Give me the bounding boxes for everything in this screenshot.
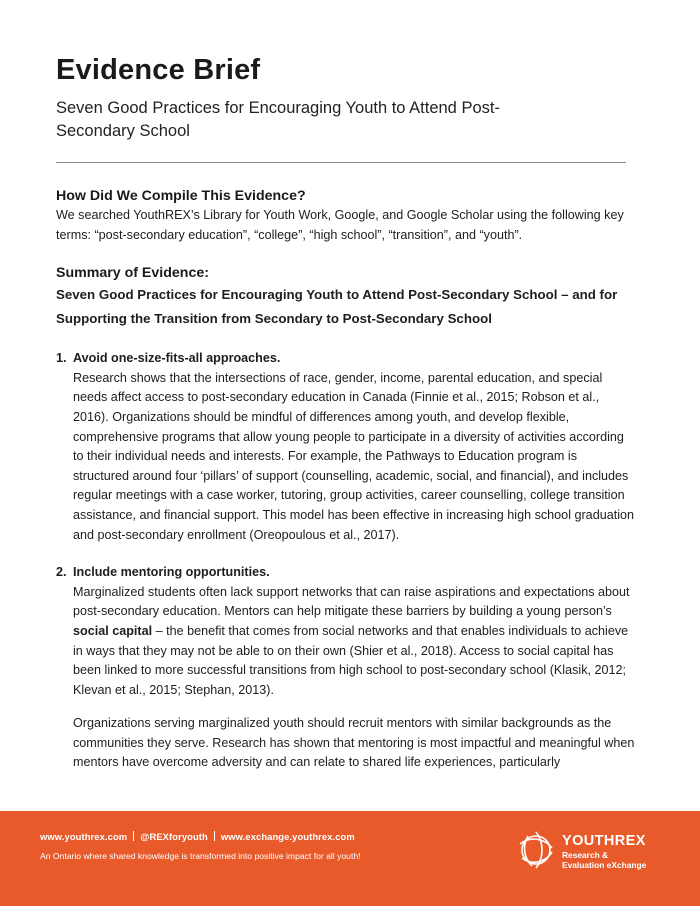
- brand-subtitle: [562, 850, 646, 870]
- item-number: 1.: [56, 351, 67, 366]
- youthrex-logo-icon: [514, 828, 558, 872]
- exchange-link[interactable]: www.exchange.youthrex.com: [220, 831, 355, 842]
- youthrex-logo: [514, 828, 674, 878]
- practices-list: [56, 349, 636, 773]
- compile-heading: How Did We Compile This Evidence?: [56, 188, 306, 204]
- brand-subtitle-line: Evaluation eXchange: [562, 860, 647, 870]
- header-divider: [56, 162, 626, 163]
- item-heading: Avoid one-size-fits-all approaches.: [73, 351, 281, 366]
- summary-section: [56, 263, 636, 331]
- link-separator: [133, 831, 134, 841]
- brand-subtitle-line: Research &: [562, 850, 609, 860]
- spacer: [56, 545, 636, 563]
- summary-subheading: Seven Good Practices for Encouraging Youth to Attend Post-Secondary School – and for Supporting the Transition from Secondary to Post-Secondary School: [56, 287, 618, 327]
- item-body-continued: Organizations serving marginalized youth should recruit mentors with similar backgrounds as the communities they serve. Research has shown that mentoring is most impactful and meaningful when mentors have overcome adversity and can relate to shared life experiences, particularly: [73, 716, 635, 770]
- footer-tagline: An Ontario where shared knowledge is transformed into positive impact for all youth!: [40, 851, 361, 861]
- spacer: [56, 331, 636, 349]
- brief-content: [56, 186, 636, 773]
- item-body: [73, 583, 636, 701]
- page-title: Evidence Brief: [56, 54, 261, 86]
- item-heading: Include mentoring opportunities.: [73, 565, 270, 580]
- page-subtitle: Seven Good Practices for Encouraging Youth to Attend Post-Secondary School: [56, 99, 500, 140]
- link-separator: [214, 831, 215, 841]
- item-body-text: Marginalized students often lack support networks that can raise aspirations and expectations about post-secondary education. Mentors can help mitigate these barriers by building a young person’s: [73, 584, 630, 619]
- item-body-text: – the benefit that comes from social networks and that enables individuals to achieve in ways that they may not be able to on their own (Shier et al., 2018). Access to social capital has been linked to more successful transitions from high school to post-secondary school (Klasik, 2012; Klevan et al., 2015; Stephan, 2013).: [73, 623, 629, 697]
- spacer: [73, 700, 636, 714]
- social-capital-term: social capital: [73, 623, 153, 638]
- twitter-link[interactable]: @REXforyouth: [140, 831, 208, 842]
- item-number: 2.: [56, 565, 67, 580]
- compile-body: We searched YouthREX’s Library for Youth Work, Google, and Google Scholar using the following key terms: “post-secondary education”, “college”, “high school”, “transition”, and “youth”.: [56, 208, 624, 242]
- brand-name: YOUTHREX: [562, 833, 646, 849]
- item-body: Research shows that the intersections of race, gender, income, parental education, and special needs affect access to post-secondary education in Canada (Finnie et al., 2015; Robson et al., 2016). Organizations should be mindful of differences among youth, and develop flexible, comprehensive programs that allow young people to participate in a diversity of activities according to their individual needs and interests. For example, the Pathways to Education program is structured around four ‘pillars’ of support (counselling, academic, social, and financial), and includes regular meetings with a case worker, tutoring, group activities, career counselling, college transition assistance, and financial support. This model has been effective in increasing high school graduation and post-secondary enrollment (Oreopoulous et al., 2017).: [73, 370, 635, 542]
- footer-bar: [0, 811, 700, 906]
- list-item: [56, 563, 636, 773]
- list-item: [56, 349, 636, 545]
- summary-heading: Summary of Evidence:: [56, 265, 209, 282]
- footer-links: [40, 831, 355, 842]
- website-link[interactable]: www.youthrex.com: [40, 831, 128, 842]
- spacer: [56, 245, 636, 263]
- compile-section: [56, 186, 636, 245]
